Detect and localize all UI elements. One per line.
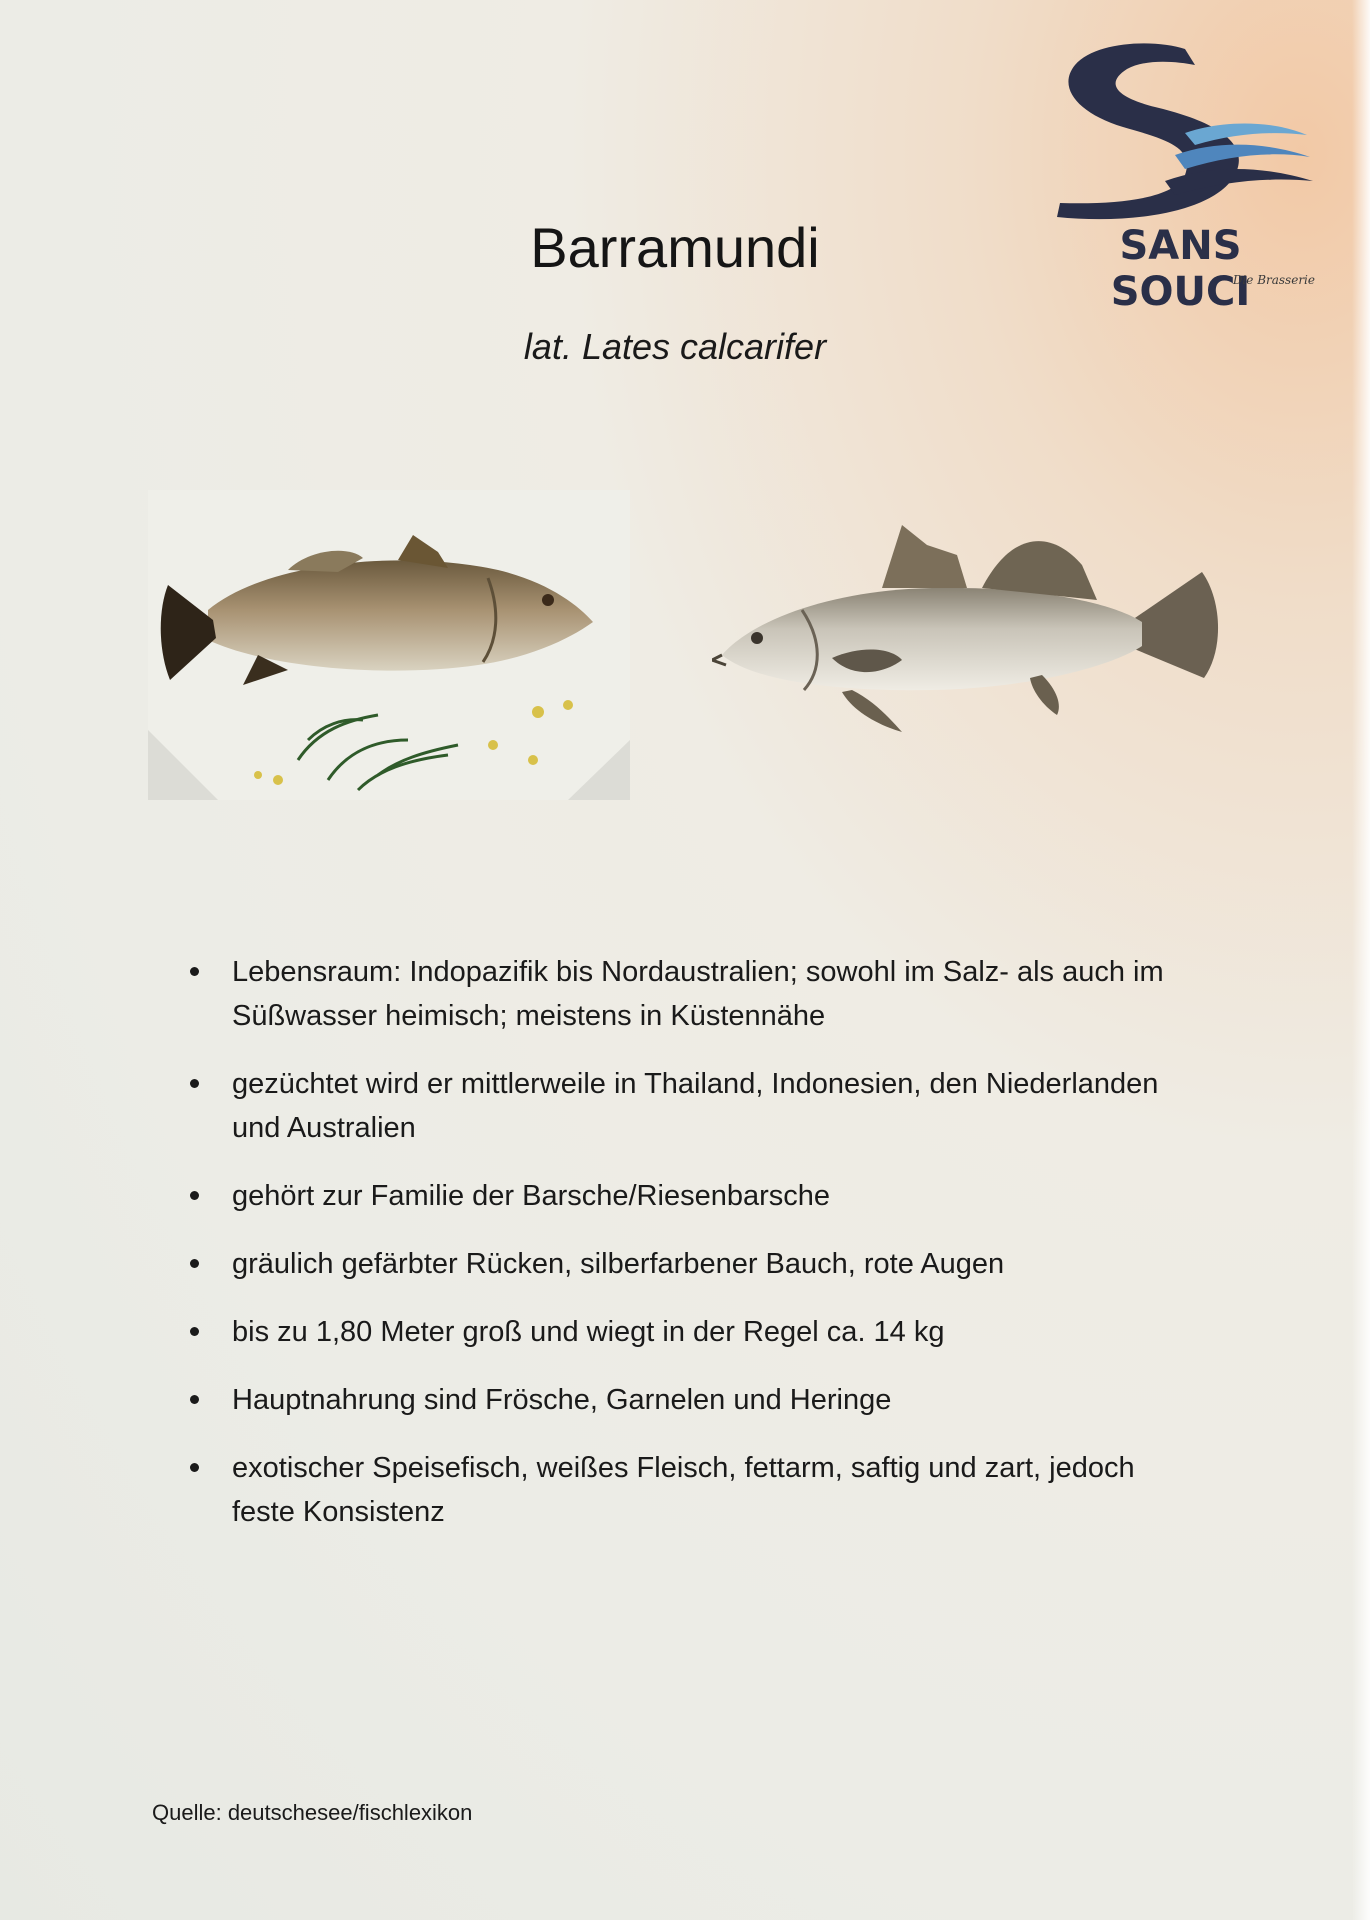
fact-text: Lebensraum: Indopazifik bis Nordaustralien; sowohl im Salz- als auch im Süßwasser heimisch; meistens in Küstennähe [232,956,1164,1032]
bullet-icon [190,1395,199,1404]
fact-text: gehört zur Familie der Barsche/Riesenbarsche [232,1180,830,1212]
list-item [190,1378,1190,1422]
fact-list [190,950,1190,1558]
list-item [190,1062,1190,1150]
barramundi-illustration-icon [712,510,1237,750]
bullet-icon [190,1079,199,1088]
logo-s-wave-icon [1035,35,1320,235]
fact-text: gräulich gefärbter Rücken, silberfarbener Bauch, rote Augen [232,1248,1005,1280]
list-item [190,1174,1190,1218]
list-item [190,1446,1190,1534]
logo-tagline: Die Brasserie [1232,273,1315,287]
barramundi-photo [148,490,630,800]
bullet-icon [190,1259,199,1268]
source-note: Quelle: deutschesee/fischlexikon [152,1800,473,1825]
logo-wordmark: SANS SOUCI [1110,223,1251,315]
bullet-icon [190,967,199,976]
bullet-icon [190,1191,199,1200]
paper-edge [1352,0,1370,1920]
fact-text: gezüchtet wird er mittlerweile in Thailand, Indonesien, den Niederlanden und Australien [232,1068,1159,1144]
list-item [190,1242,1190,1286]
page-subtitle: lat. Lates calcarifer [523,326,827,367]
fact-text: Hauptnahrung sind Frösche, Garnelen und Heringe [232,1384,892,1416]
page-title: Barramundi [530,216,820,279]
list-item [190,950,1190,1038]
fact-text: exotischer Speisefisch, weißes Fleisch, fettarm, saftig und zart, jedoch feste Konsistenz [232,1452,1135,1528]
barramundi-illustration [712,510,1237,750]
barramundi-photo-icon [148,490,630,800]
bullet-icon [190,1327,199,1336]
list-item [190,1310,1190,1354]
fact-text: bis zu 1,80 Meter groß und wiegt in der Regel ca. 14 kg [232,1316,945,1348]
bullet-icon [190,1463,199,1472]
